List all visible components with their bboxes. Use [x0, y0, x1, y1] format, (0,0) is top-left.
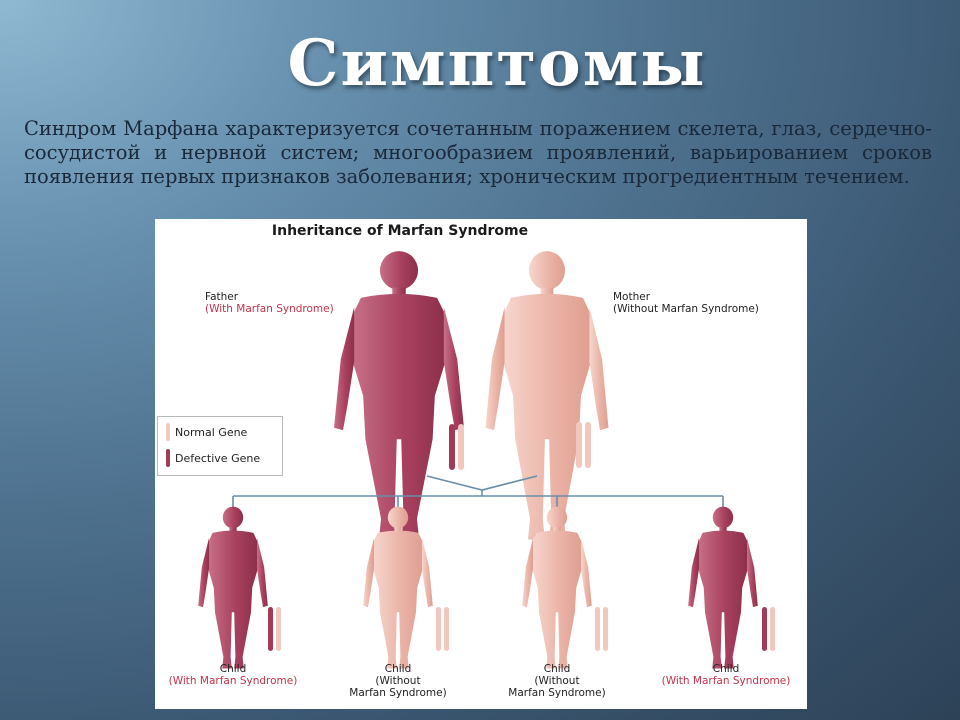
legend-normal-label: Normal Gene — [175, 425, 248, 439]
child-3-status-cont: Marfan Syndrome) — [508, 687, 606, 699]
figure-title: Inheritance of Marfan Syndrome — [271, 223, 529, 239]
normal-gene-swatch — [166, 423, 170, 441]
father-name: Father — [205, 291, 239, 303]
inheritance-figure — [155, 219, 807, 709]
child-3-name: Child — [543, 663, 571, 675]
mother-name: Mother — [613, 291, 651, 303]
child-2-status-cont: Marfan Syndrome) — [349, 687, 447, 699]
father-label — [205, 291, 334, 315]
mother-status: (Without Marfan Syndrome) — [613, 303, 759, 315]
child-3-label — [482, 663, 632, 699]
child-1-status: (With Marfan Syndrome) — [168, 675, 298, 687]
father-status: (With Marfan Syndrome) — [205, 303, 334, 315]
child-2-chromosomes — [436, 607, 449, 651]
child-2-name: Child — [384, 663, 412, 675]
legend-defective-label: Defective Gene — [175, 451, 261, 465]
mother-label — [613, 291, 759, 315]
child-2-status: (Without — [375, 675, 421, 687]
child-1-label — [158, 663, 308, 687]
child-4-name: Child — [712, 663, 740, 675]
child-4-figure — [688, 507, 758, 669]
child-1-name: Child — [219, 663, 247, 675]
child-1-chromosomes — [268, 607, 281, 651]
child-3-chromosomes — [595, 607, 608, 651]
mother-chromosomes — [576, 422, 591, 468]
legend-normal-row — [166, 423, 247, 441]
child-4-status: (With Marfan Syndrome) — [661, 675, 791, 687]
child-1-figure — [198, 507, 268, 669]
child-4-label — [651, 663, 801, 687]
child-3-status: (Without — [534, 675, 580, 687]
child-2-figure — [363, 507, 433, 669]
gene-legend — [157, 416, 283, 476]
child-4-chromosomes — [762, 607, 775, 651]
legend-defective-row — [166, 449, 260, 467]
slide-body-text: Синдром Марфана характеризуется сочетанным поражением скелета, глаз, сердечно-сосудистой и нервной систем; многообразием проявлений, варьированием сроков появления первых признаков заболевания; хроническим прогредиентным течением. — [24, 117, 932, 188]
defective-gene-swatch — [166, 449, 170, 467]
father-chromosomes — [449, 424, 464, 470]
child-2-label — [323, 663, 473, 699]
pedigree-lines — [233, 476, 723, 521]
slide-title: Симптомы — [287, 26, 707, 101]
